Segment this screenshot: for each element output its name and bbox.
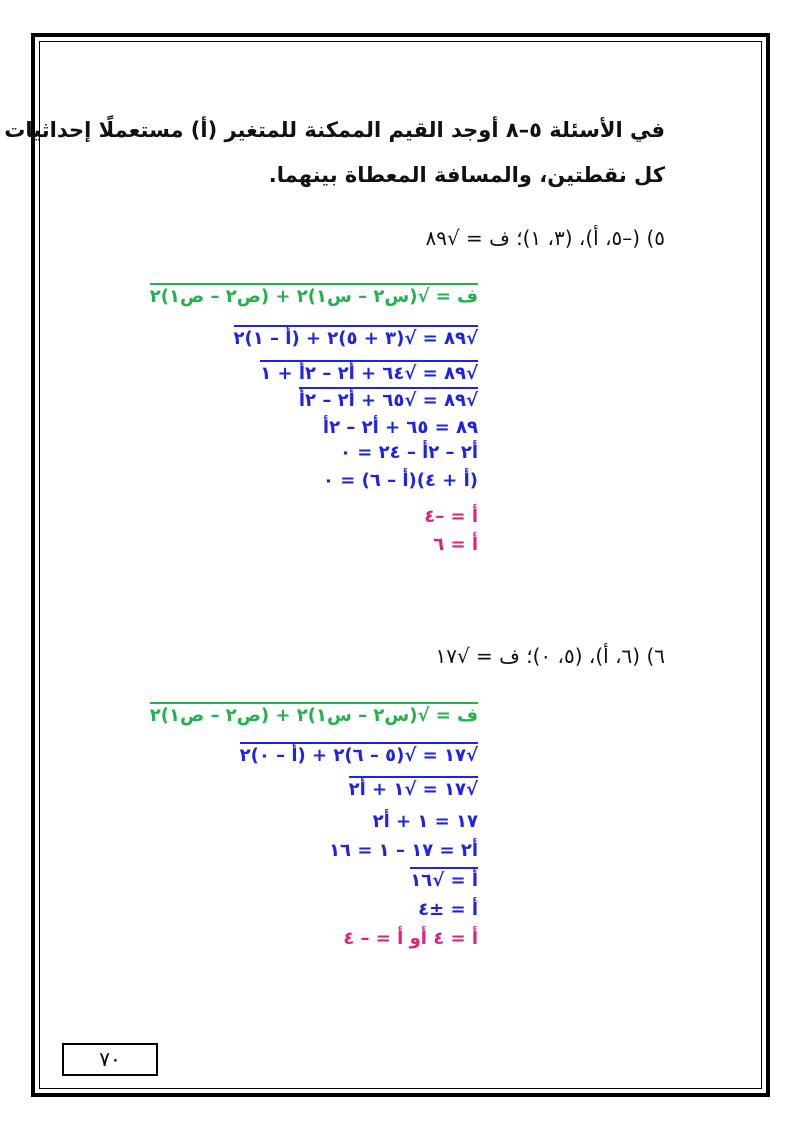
p5-step-2: √٨٩ = √(٣ + ٥)٢ + (أ – ١)٢ <box>234 325 479 349</box>
p6-step-7: أ = ±٤ <box>418 899 478 920</box>
p5-step-5: ٨٩ = ٦٥ + أ٢ – ٢أ <box>322 417 478 438</box>
p6-step-6: أ = √١٦ <box>410 867 478 891</box>
p5-step-7: (أ + ٤)(أ – ٦) = ٠ <box>322 470 478 491</box>
problem-5-statement: ٥) (–٥، أ)، (٣، ١)؛ ف = √٨٩ <box>425 226 665 250</box>
p5-step-3: √٨٩ = √٦٤ + أ٢ – ٢أ + ١ <box>260 360 478 384</box>
instructions-line-2: كل نقطتين، والمسافة المعطاة بينهما. <box>268 163 665 187</box>
p5-step-4: √٨٩ = √٦٥ + أ٢ – ٢أ <box>299 387 478 411</box>
p6-step-1: ف = √(س٢ – س١)٢ + (ص٢ – ص١)٢ <box>150 702 478 726</box>
p5-answer-2: أ = ٦ <box>433 534 478 555</box>
p5-answer-1: أ = –٤ <box>424 506 478 527</box>
p6-step-2: √١٧ = √(٥ – ٦)٢ + (أ – ٠)٢ <box>240 742 478 766</box>
problem-6-statement: ٦) (٦، أ)، (٥، ٠)؛ ف = √١٧ <box>435 644 665 668</box>
p6-step-5: أ٢ = ١٧ – ١ = ١٦ <box>329 840 478 861</box>
p5-step-6: أ٢ – ٢أ – ٢٤ = ٠ <box>339 442 478 463</box>
instructions-line-1: في الأسئلة ٥–٨ أوجد القيم الممكنة للمتغير (أ) مستعملًا إحداثيات <box>4 118 665 142</box>
p6-answer: أ = ٤ أو أ = – ٤ <box>343 928 478 949</box>
p5-step-1: ف = √(س٢ – س١)٢ + (ص٢ – ص١)٢ <box>150 283 478 307</box>
p6-step-3: √١٧ = √١ + أ٢ <box>349 776 478 800</box>
page-number: ٧٠ <box>99 1047 121 1071</box>
page-number-box <box>62 1043 158 1076</box>
p6-step-4: ١٧ = ١ + أ٢ <box>372 811 478 832</box>
